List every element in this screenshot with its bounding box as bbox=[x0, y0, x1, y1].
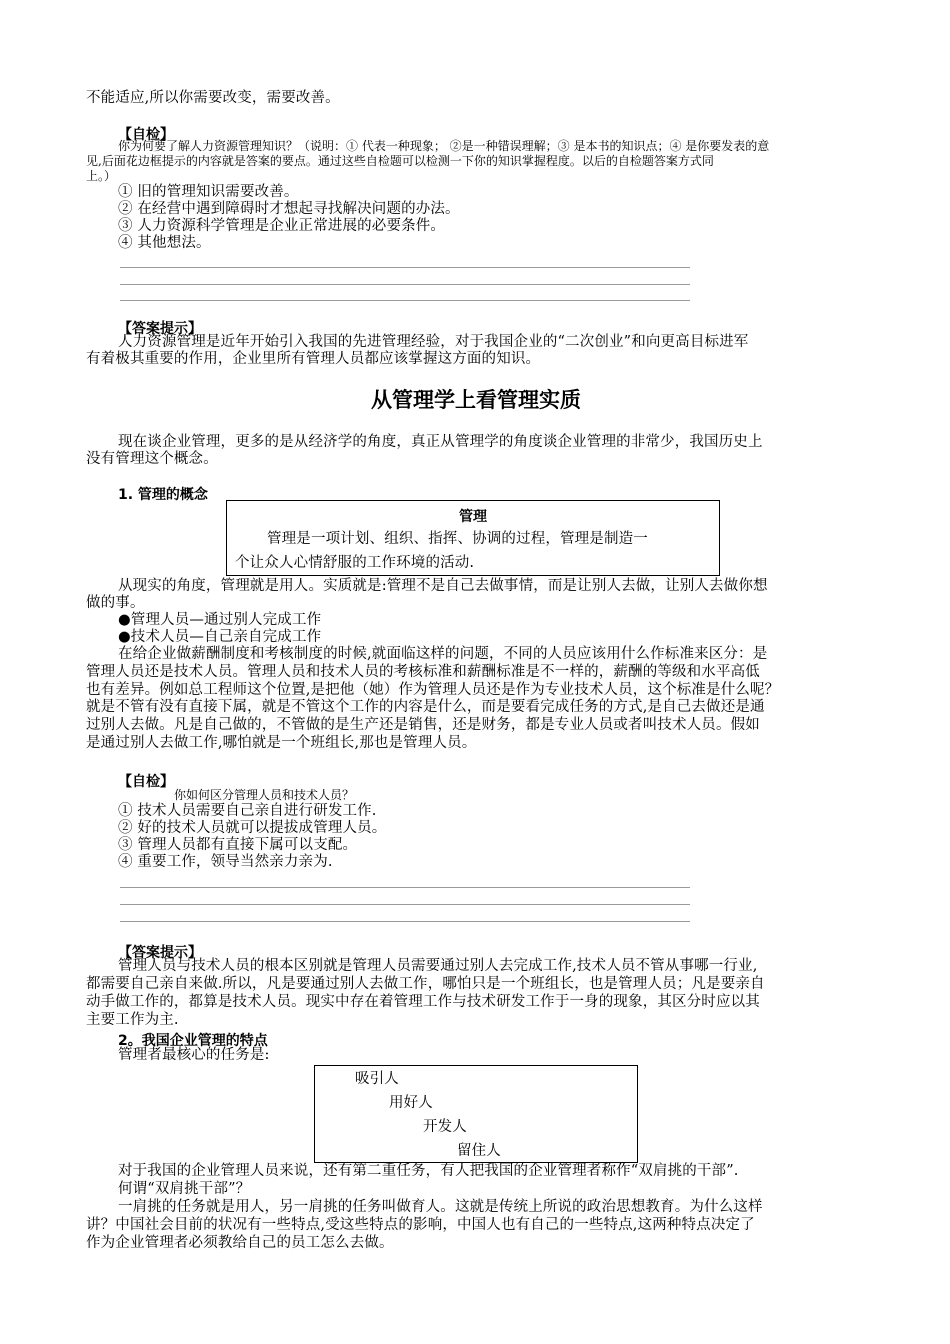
dual-task-line: 对于我国的企业管理人员来说，还有第二重任务，有人把我国的企业管理者称作“双肩挑的干部”. bbox=[118, 1163, 739, 1179]
section-intro-line: 没有管理这个概念。 bbox=[86, 451, 218, 467]
self-check-option: ① 旧的管理知识需要改善。 bbox=[118, 184, 299, 200]
self-check-label: 【自检】 bbox=[118, 127, 174, 143]
self-check-option: ③ 人力资源科学管理是企业正常进展的必要条件。 bbox=[118, 218, 446, 234]
self-check-option: ④ 其他想法。 bbox=[118, 235, 211, 251]
final-paragraph-line: 一肩挑的任务就是用人，另一肩挑的任务叫做育人。这就是传统上所说的政治思想教育。为什么这样 bbox=[118, 1199, 763, 1215]
core-task-item: 留住人 bbox=[457, 1143, 501, 1159]
self-check-option: ③ 管理人员都有直接下属可以支配。 bbox=[118, 837, 358, 853]
final-paragraph-line: 作为企业管理者必须教给自己的员工怎么去做。 bbox=[86, 1235, 394, 1251]
answer-hint-line: 有着极其重要的作用，企业里所有管理人员都应该掌握这方面的知识。 bbox=[86, 351, 541, 367]
reality-line: 做的事。 bbox=[86, 595, 145, 611]
answer-blank-line[interactable] bbox=[120, 921, 690, 922]
answer-hint-line: 人力资源管理是近年开始引入我国的先进管理经验，对于我国企业的“二次创业”和向更高目标进军 bbox=[118, 334, 749, 350]
section-intro-line: 现在谈企业管理，更多的是从经济学的角度，真正从管理学的角度谈企业管理的非常少，我国历史上 bbox=[118, 434, 763, 450]
self-check-option: ② 在经营中遇到障碍时才想起寻找解决问题的办法。 bbox=[118, 201, 460, 217]
answer-hint-line: 都需要自己亲自来做.所以，凡是要通过别人去做工作，哪怕只是一个班组长，也是管理人员；凡是要亲自 bbox=[86, 976, 765, 992]
definition-line: 个让众人心情舒服的工作环境的活动. bbox=[235, 555, 475, 571]
answer-hint-line: 动手做工作的，都算是技术人员。现实中存在着管理工作与技术研发工作于一身的现象，其区分时应以其 bbox=[86, 994, 760, 1010]
answer-blank-line[interactable] bbox=[120, 267, 690, 268]
self-check-option: ② 好的技术人员就可以提拔成管理人员。 bbox=[118, 820, 387, 836]
salary-paragraph-line: 就是不管有没有直接下属，就是不管这个工作的内容是什么，而是要看完成任务的方式,是自己去做还是通 bbox=[86, 699, 765, 715]
answer-blank-line[interactable] bbox=[120, 904, 690, 905]
definition-box-title: 管理 bbox=[459, 509, 487, 525]
reality-line: 从现实的角度，管理就是用人。实质就是:管理不是自己去做事情，而是让别人去做，让别人去做你想 bbox=[118, 578, 768, 594]
salary-paragraph-line: 也有差异。例如总工程师这个位置,是把他（她）作为管理人员还是作为专业技术人员，这个标准是什么呢？ bbox=[86, 682, 780, 698]
bullet-item: ●技术人员—自己亲自完成工作 bbox=[118, 629, 322, 645]
self-check-option: ④ 重要工作，领导当然亲力亲为. bbox=[118, 854, 333, 870]
answer-hint-line: 主要工作为主. bbox=[86, 1012, 179, 1028]
concept-heading: 1. 管理的概念 bbox=[118, 487, 208, 503]
self-check-question-line: 上。） bbox=[86, 169, 117, 183]
intro-line: 不能适应,所以你需要改变，需要改善。 bbox=[86, 90, 340, 106]
section-title: 从管理学上看管理实质 bbox=[371, 388, 581, 412]
definition-box bbox=[226, 500, 720, 576]
self-check-label: 【自检】 bbox=[118, 774, 174, 790]
salary-paragraph-line: 在给企业做薪酬制度和考核制度的时候,就面临这样的问题，不同的人员应该用什么作标准来区分：是 bbox=[118, 646, 768, 662]
core-task-intro: 管理者最核心的任务是: bbox=[118, 1047, 270, 1063]
answer-blank-line[interactable] bbox=[120, 887, 690, 888]
self-check-question-line: 见,后面花边框提示的内容就是答案的要点。通过这些自检题可以检测一下你的知识掌握程度。以后的自检题答案方式同 bbox=[86, 154, 714, 168]
core-task-item: 吸引人 bbox=[355, 1071, 399, 1087]
core-task-item: 用好人 bbox=[389, 1095, 433, 1111]
self-check-question: 你如何区分管理人员和技术人员？ bbox=[174, 788, 355, 802]
bullet-item: ●管理人员—通过别人完成工作 bbox=[118, 612, 322, 628]
self-check-question-line: 你为何要了解人力资源管理知识？（说明：① 代表一种现象； ②是一种错误理解；③ 是本书的知识点；④ 是你要发表的意 bbox=[118, 139, 770, 153]
salary-paragraph-line: 管理人员还是技术人员。管理人员和技术人员的考核标准和薪酬标准是不一样的，薪酬的等级和水平高低 bbox=[86, 664, 760, 680]
document-page bbox=[86, 0, 866, 1344]
answer-hint-label: 【答案提示】 bbox=[118, 945, 202, 961]
core-task-item: 开发人 bbox=[423, 1119, 467, 1135]
features-heading: 2。我国企业管理的特点 bbox=[118, 1033, 268, 1049]
answer-hint-label: 【答案提示】 bbox=[118, 321, 202, 337]
final-paragraph-line: 讲？中国社会目前的状况有一些特点,受这些特点的影响，中国人也有自己的一些特点,这两种特点决定了 bbox=[86, 1217, 755, 1233]
definition-line: 管理是一项计划、组织、指挥、协调的过程，管理是制造一 bbox=[267, 531, 648, 547]
answer-blank-line[interactable] bbox=[120, 284, 690, 285]
answer-blank-line[interactable] bbox=[120, 300, 690, 301]
core-tasks-box bbox=[314, 1065, 638, 1163]
question-line: 何谓“双肩挑干部”？ bbox=[118, 1181, 251, 1197]
answer-hint-line: 管理人员与技术人员的根本区别就是管理人员需要通过别人去完成工作,技术人员不管从事哪一行业, bbox=[118, 958, 758, 974]
salary-paragraph-line: 过别人去做。凡是自己做的，不管做的是生产还是销售，还是财务，都是专业人员或者叫技术人员。假如 bbox=[86, 717, 760, 733]
salary-paragraph-line: 是通过别人去做工作,哪怕就是一个班组长,那也是管理人员。 bbox=[86, 735, 477, 751]
self-check-option: ① 技术人员需要自己亲自进行研发工作. bbox=[118, 803, 377, 819]
